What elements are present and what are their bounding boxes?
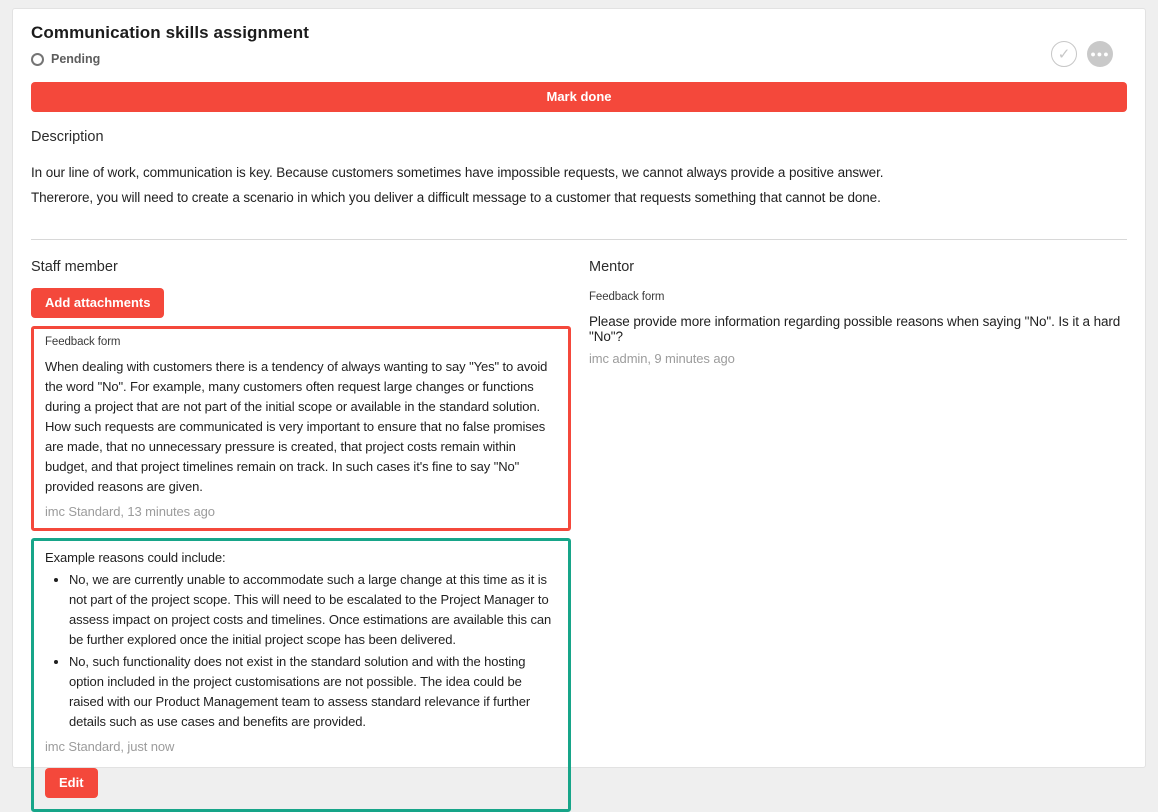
mark-done-button[interactable]: Mark done xyxy=(31,82,1127,112)
staff-member-heading: Staff member xyxy=(31,259,118,275)
complete-check-icon[interactable]: ✓ xyxy=(1051,41,1077,67)
staff-feedback-text: When dealing with customers there is a tendency of always wanting to say "Yes" to avoid the word "No". For example, many customers often request large changes or functions during a project that are not part of the initial scope or available in the standard solution. How such requests are communicated is very important to ensure that no false promises are made, that no unnecessary pressure is created, that project costs remain within budget, and that project timelines remain on track. In such cases it's fine to say "No" provided reasons are given. xyxy=(45,359,548,494)
draft-bullet-list xyxy=(45,570,557,732)
staff-feedback-box xyxy=(31,326,571,531)
description-label: Description xyxy=(31,129,104,145)
description-line-1: In our line of work, communication is key. Because customers sometimes have impossible requests, we cannot always provide a positive answer. xyxy=(31,165,884,180)
staff-feedback-form-label: Feedback form xyxy=(45,336,121,348)
header xyxy=(31,23,1127,66)
header-icons xyxy=(1051,41,1113,67)
page-title: Communication skills assignment xyxy=(31,23,309,42)
draft-bullet-item: • No, such functionality does not exist in the standard solution and with the hosting option included in the project customisations are not possible. The idea could be raised with our Product Management team to assess standard relevance if further details such as use cases and benefits are provided. xyxy=(69,652,557,732)
section-divider xyxy=(31,239,1127,240)
status-badge: Pending xyxy=(51,52,101,66)
mentor-column xyxy=(589,259,1127,812)
mentor-feedback-form-label: Feedback form xyxy=(589,291,665,303)
edit-button[interactable]: Edit xyxy=(45,768,98,798)
staff-member-column xyxy=(31,259,571,812)
draft-intro-text: Example reasons could include: xyxy=(45,550,226,565)
status-row xyxy=(31,52,1127,66)
staff-feedback-meta: imc Standard, 13 minutes ago xyxy=(45,504,215,519)
add-attachments-button[interactable]: Add attachments xyxy=(31,288,164,318)
assignment-card xyxy=(12,8,1146,790)
description-text xyxy=(31,160,1127,210)
mentor-feedback-meta: imc admin, 9 minutes ago xyxy=(589,351,735,366)
staff-draft-box xyxy=(31,538,571,812)
mentor-feedback-text: Please provide more information regarding possible reasons when saying "No". Is it a hard "No"? xyxy=(589,314,1121,344)
description-line-2: Thererore, you will need to create a scenario in which you deliver a difficult message to a customer that requests something that cannot be done. xyxy=(31,190,881,205)
more-options-icon[interactable]: ●●● xyxy=(1087,41,1113,67)
columns xyxy=(31,259,1127,812)
pending-circle-icon xyxy=(31,53,44,66)
draft-meta: imc Standard, just now xyxy=(45,739,175,754)
draft-bullet-item: • No, we are currently unable to accommodate such a large change at this time as it is not part of the project scope. This will need to be escalated to the Project Manager to assess impact on project costs and timelines. Once estimations are available this can be further explored once the initial project scope has been delivered. xyxy=(69,570,557,650)
mentor-heading: Mentor xyxy=(589,259,635,275)
